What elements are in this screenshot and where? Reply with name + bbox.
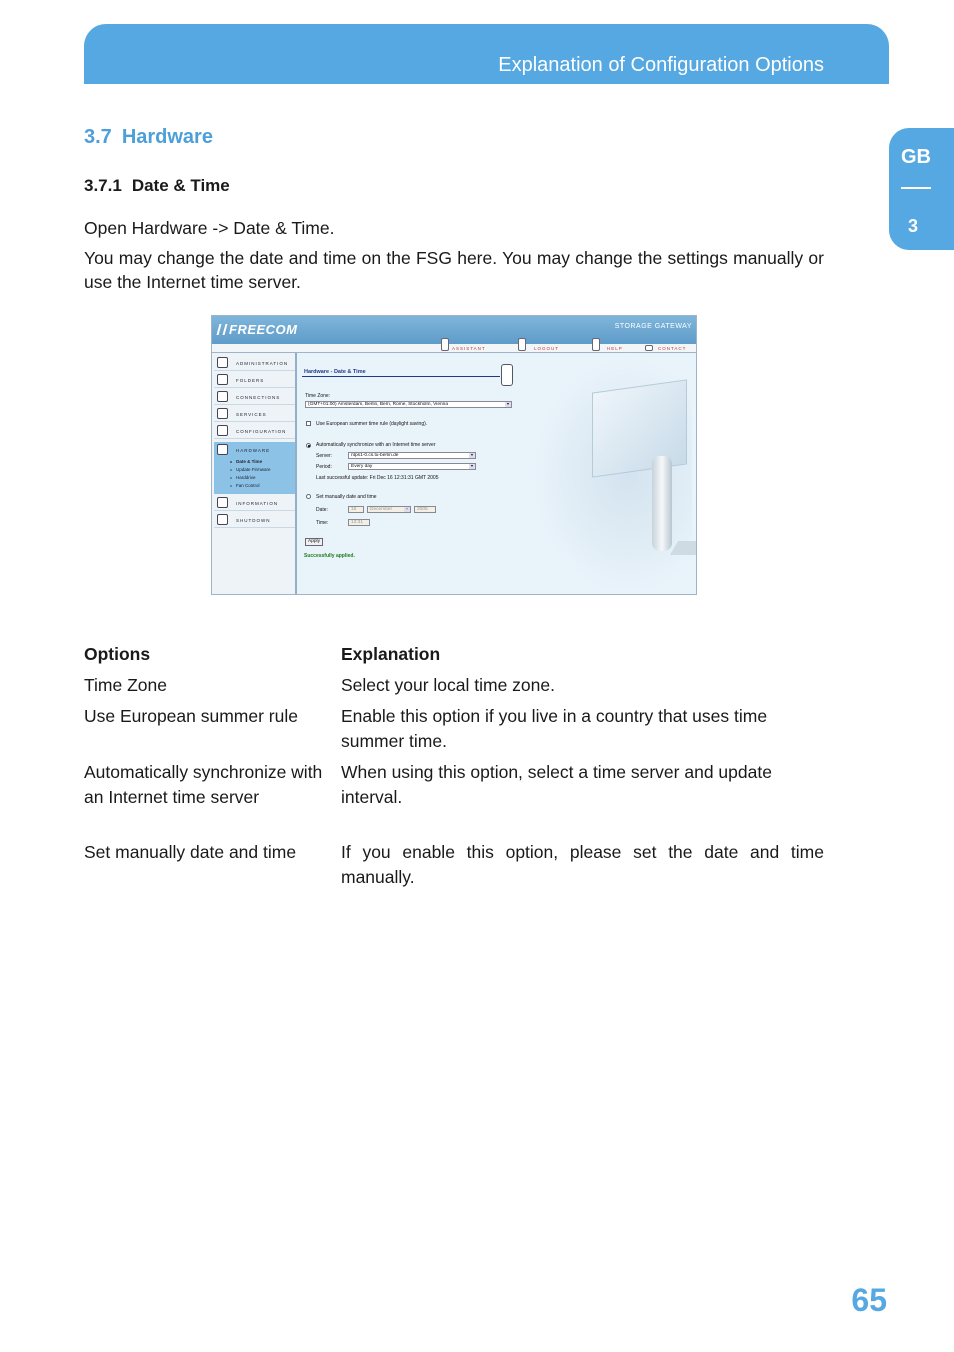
submenu-date-time[interactable]: o Date & Time (230, 459, 262, 464)
menu-connections[interactable]: CONNECTIONS (214, 389, 295, 405)
chevron-down-icon: ▼ (470, 464, 474, 468)
table-row-explanation: Enable this option if you live in a country that uses time summer time. (341, 706, 768, 751)
date-month-select[interactable]: December ▼ (367, 506, 411, 513)
table-row-explanation: If you enable this option, please set the date and time manually. (341, 842, 824, 887)
time-input[interactable]: 13:31 (348, 519, 370, 526)
menu-folders[interactable]: FOLDERS (214, 372, 295, 388)
chapter-number: 3 (908, 216, 919, 236)
connections-icon (217, 391, 228, 402)
menu-hardware[interactable]: HARDWARE o Date & Time o Update Firmware o Harddrive o Fan Control (214, 442, 295, 494)
subsection-number: 3.7.1 (84, 176, 122, 195)
submenu-fan-control[interactable]: o Fan Control (230, 483, 259, 488)
chevron-down-icon: ▼ (405, 507, 409, 511)
table-row-explanation: When using this option, select a time server and update interval. (341, 762, 772, 807)
screenshot-banner (212, 316, 696, 344)
submenu-update-firmware[interactable]: o Update Firmware (230, 467, 270, 472)
contact-icon (645, 345, 653, 351)
nav-logout[interactable]: LOGOUT (534, 346, 560, 351)
date-day-input[interactable]: 16 (348, 506, 364, 513)
paragraph-description: You may change the date and time on the FSG here. You may change the settings manually or use the Internet time server. (84, 248, 824, 292)
hardware-device-icon (501, 364, 513, 386)
manual-label: Set manually date and time (316, 494, 377, 500)
date-label: Date: (316, 507, 328, 513)
menu-shutdown[interactable]: SHUTDOWN (214, 512, 295, 528)
subsection-heading (84, 176, 230, 196)
language-label: GB (901, 146, 931, 168)
content-title: Hardware - Date & Time (304, 369, 366, 375)
header-title: Explanation of Configuration Options (498, 54, 824, 76)
auto-sync-radio[interactable] (306, 443, 311, 448)
help-icon (592, 338, 600, 351)
logo-text: FREECOM (229, 322, 298, 337)
server-select[interactable]: ntps1-0.cs.tu-berlin.de ▼ (348, 452, 476, 459)
assistant-icon (441, 338, 449, 351)
section-number: 3.7 (84, 126, 112, 148)
subsection-title: Date & Time (131, 176, 230, 195)
settings-content (302, 356, 696, 594)
nav-assistant[interactable]: ASSISTANT (452, 346, 486, 351)
administration-icon (217, 357, 228, 368)
information-icon (217, 497, 228, 508)
chevron-down-icon: ▼ (470, 453, 474, 457)
date-year-input[interactable]: 2005 (414, 506, 436, 513)
timezone-select[interactable]: (GMT+01:00) Amsterdam, Berlin, Bern, Rome, Stockholm, Vienna ▼ (305, 401, 512, 408)
configuration-icon (217, 425, 228, 436)
top-nav (212, 344, 696, 353)
time-label: Time: (316, 520, 329, 526)
side-menu (212, 353, 297, 595)
summer-rule-checkbox[interactable] (306, 421, 311, 426)
folder-icon (217, 374, 228, 385)
last-update-text: Last successful update: Fri Dec 16 12:31:31 GMT 2005 (316, 475, 439, 481)
section-title: Hardware (121, 126, 213, 148)
nav-help[interactable]: HELP (607, 346, 623, 351)
submenu-harddrive[interactable]: o Harddrive (230, 475, 255, 480)
table-header-options: Options (84, 644, 151, 664)
table-row-option: Time Zone (84, 675, 167, 695)
server-label: Server: (316, 453, 333, 459)
status-message: Successfully applied. (304, 553, 355, 559)
menu-configuration[interactable]: CONFIGURATION (214, 423, 295, 439)
paragraph-open-hardware: Open Hardware -> Date & Time. (84, 218, 335, 238)
date-time-screenshot (211, 315, 697, 595)
nav-contact[interactable]: CONTACT (658, 346, 687, 351)
hardware-icon (217, 444, 228, 455)
monitor-illustration (592, 379, 687, 477)
product-name: STORAGE GATEWAY (614, 323, 692, 330)
table-row-option: Use European summer rule (84, 706, 298, 726)
auto-sync-label: Automatically synchronize with an Internet time server (316, 442, 436, 448)
header-bar (84, 24, 889, 84)
table-header-explanation: Explanation (341, 644, 441, 664)
section-heading (84, 126, 213, 149)
menu-information[interactable]: INFORMATION (214, 495, 295, 511)
table-row-option: Set manually date and time (84, 842, 297, 862)
period-select[interactable]: Every day ▼ (348, 463, 476, 470)
shutdown-icon (217, 514, 228, 525)
table-row-option: Automatically synchronize with an Internet time server (84, 762, 323, 807)
timezone-label: Time Zone: (305, 393, 331, 399)
manual-radio[interactable] (306, 494, 311, 499)
chevron-down-icon: ▼ (506, 402, 510, 406)
menu-services[interactable]: SERVICES (214, 406, 295, 422)
table-row-explanation: Select your local time zone. (341, 675, 555, 695)
device-illustration (652, 456, 672, 551)
chapter-tab (889, 128, 954, 250)
freecom-logo (218, 322, 298, 337)
apply-button[interactable]: Apply (305, 538, 323, 546)
tab-divider (901, 187, 931, 189)
period-label: Period: (316, 464, 332, 470)
logout-icon (518, 338, 526, 351)
freecom-logo-icon (217, 324, 228, 335)
services-icon (217, 408, 228, 419)
summer-rule-label: Use European summer time rule (daylight saving). (316, 421, 428, 427)
page-number: 65 (851, 1282, 887, 1318)
menu-administration[interactable]: ADMINISTRATION (214, 355, 295, 371)
title-rule (302, 376, 500, 377)
